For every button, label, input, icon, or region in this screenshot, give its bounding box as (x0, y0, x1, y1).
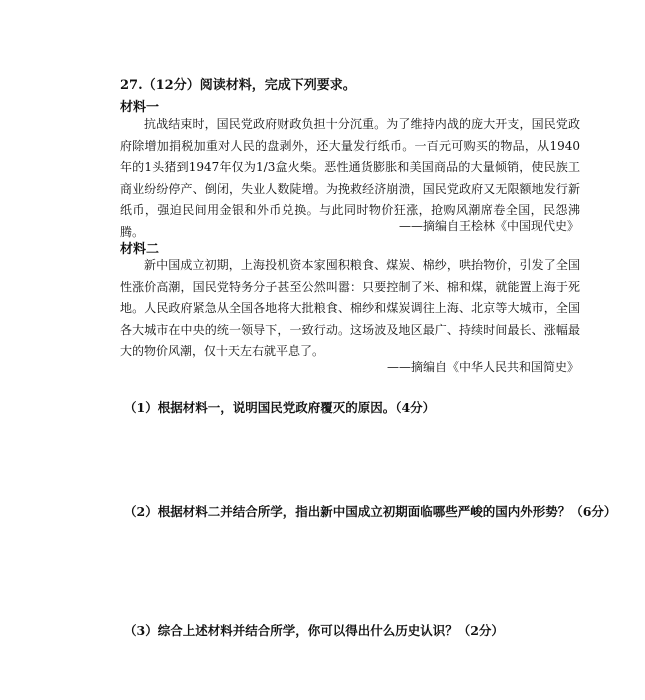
sub-question-3: （3）综合上述材料并结合所学，你可以得出什么历史认识？（2分） (124, 623, 504, 638)
material-2-label: 材料二 (120, 242, 160, 257)
material-1-text: 抗战结束时，国民党政府财政负担十分沉重。为了维持内战的庞大开支，国民党政府除增加捐税加重对人民的盘剥外，还大量发行纸币。一百元可购买的物品，从1940年的1头猪到1947年仅为1/3盒火柴。恶性通货膨胀和美国商品的大量倾销，使民族工商业纷纷停产、倒闭，失业人数陡增。为挽救经济崩溃，国民党政府又无限额地发行新纸币，强迫民间用金银和外币兑换。与此同时物价狂涨，抢购风潮席卷全国，民怨沸腾。 (120, 117, 580, 239)
question-title: 27.（12分）阅读材料，完成下列要求。 (120, 78, 356, 93)
material-1-source: ——摘编自王桧林《中国现代史》 (398, 219, 579, 233)
material-1-label: 材料一 (120, 100, 160, 115)
sub-question-1: （1）根据材料一，说明国民党政府覆灭的原因。（4分） (124, 400, 436, 415)
material-2-source: ——摘编自《中华人民共和国简史》 (386, 360, 579, 374)
material-2-text: 新中国成立初期，上海投机资本家囤积粮食、煤炭、棉纱，哄抬物价，引发了全国性涨价高潮，国民党特务分子甚至公然叫嚣：只要控制了米、棉和煤，就能置上海于死地。人民政府紧急从全国各地将大批粮食、棉纱和煤炭调往上海、北京等大城市，全国各大城市在中央的统一领导下，一致行动。这场波及地区最广、持续时间最长、涨幅最大的物价风潮，仅十天左右就平息了。 (120, 258, 580, 359)
sub-question-2: （2）根据材料二并结合所学，指出新中国成立初期面临哪些严峻的国内外形势？（6分） (124, 504, 617, 519)
